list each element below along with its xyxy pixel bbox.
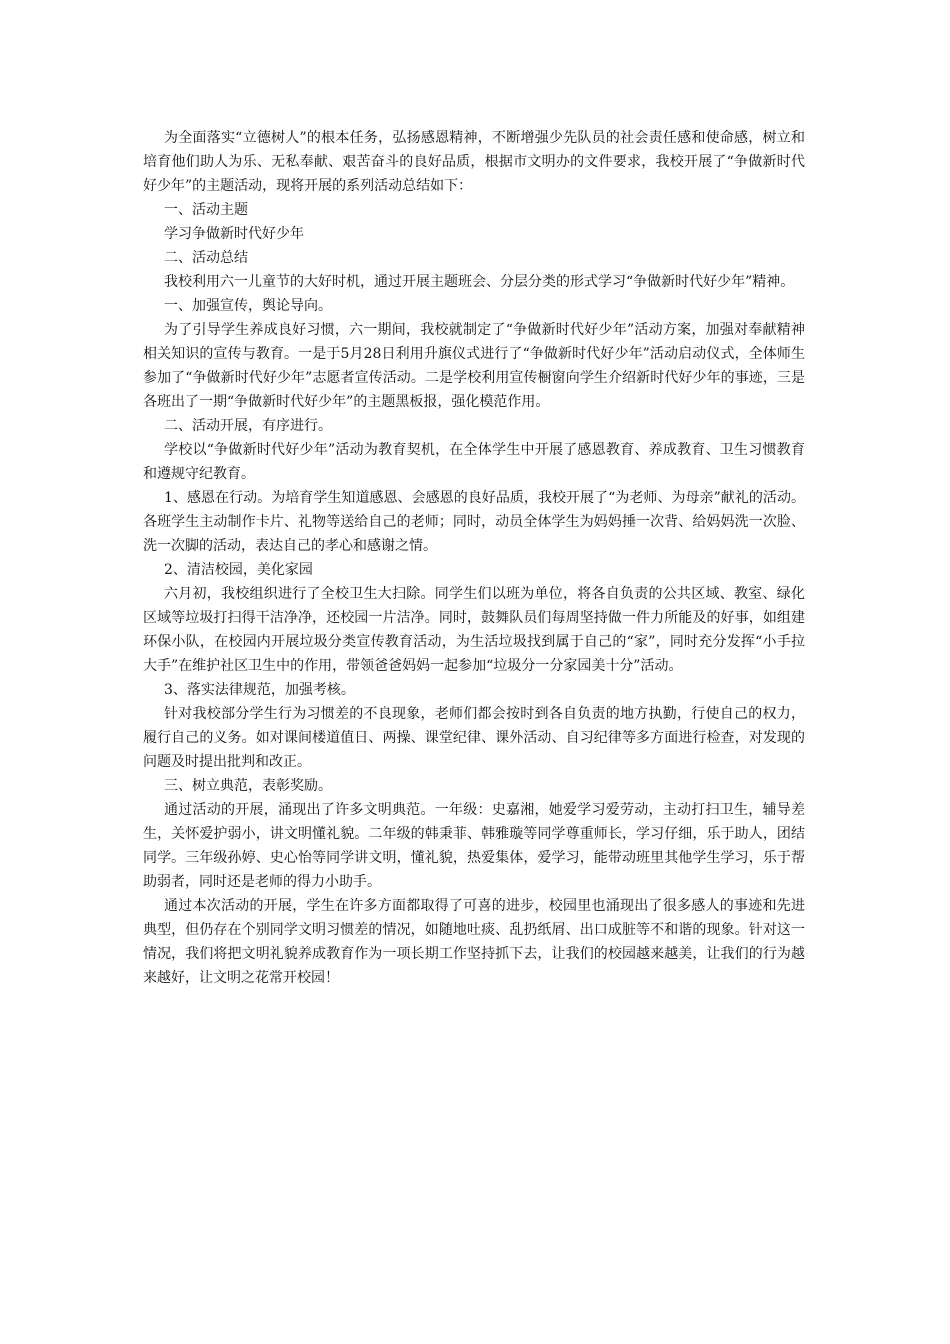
paragraph: 六月初，我校组织进行了全校卫生大扫除。同学生们以班为单位，将各自负责的公共区域、教室、绿化区域等垃圾打扫得干洁净净，还校园一片洁净。同时，鼓舞队员们每周坚持做一件力所能及的好事，如组建环保小队，在校园内开展垃圾分类宣传教育活动，为生活垃圾找到属于自己的“家”，同时充分发挥“小手拉大手”在维护社区卫生中的作用，带领爸爸妈妈一起参加“垃圾分一分家园美十分”活动。 [143, 586, 805, 674]
subsection-heading: 3、落实法律规范，加强考核。 [164, 682, 355, 698]
subsection-heading: 一、加强宣传，舆论导向。 [164, 298, 332, 314]
paragraph: 针对我校部分学生行为习惯差的不良现象，老师们都会按时到各自负责的地方执勤，行使自己的权力，履行自己的义务。如对课间楼道值日、两操、课堂纪律、课外活动、自习纪律等多方面进行检查，对发现的问题及时提出批判和改正。 [143, 706, 805, 770]
conclusion-paragraph: 通过本次活动的开展，学生在许多方面都取得了可喜的进步，校园里也涌现出了很多感人的事迹和先进典型，但仍存在个别同学文明习惯差的情况，如随地吐痰、乱扔纸屑、出口成脏等不和谐的现象。针对这一情况，我们将把文明礼貌养成教育作为一项长期工作坚持抓下去，让我们的校园越来越美，让我们的行为越来越好，让文明之花常开校园！ [143, 898, 805, 986]
paragraph: 我校利用六一儿童节的大好时机，通过开展主题班会、分层分类的形式学习“争做新时代好少年”精神。 [164, 274, 795, 290]
subsection-heading: 2、清洁校园，美化家园 [164, 562, 313, 578]
paragraph: 学校以“争做新时代好少年”活动为教育契机，在全体学生中开展了感恩教育、养成教育、卫生习惯教育和遵规守纪教育。 [143, 442, 805, 482]
subsection-heading: 三、树立典范，表彰奖励。 [164, 778, 332, 794]
section-heading: 一、活动主题 [164, 202, 248, 218]
section-heading: 二、活动总结 [164, 250, 248, 266]
paragraph: 1、感恩在行动。为培育学生知道感恩、会感恩的良好品质，我校开展了“为老师、为母亲”献礼的活动。各班学生主动制作卡片、礼物等送给自己的老师；同时，动员全体学生为妈妈捶一次背、给妈妈洗一次脸、洗一次脚的活动，表达自己的孝心和感谢之情。 [143, 490, 805, 554]
paragraph: 为了引导学生养成良好习惯，六一期间，我校就制定了“争做新时代好少年”活动方案，加强对奉献精神相关知识的宣传与教育。一是于5月28日利用升旗仪式进行了“争做新时代好少年”活动启动仪式，全体师生参加了“争做新时代好少年”志愿者宣传活动。二是学校利用宣传橱窗向学生介绍新时代好少年的事迹，三是各班出了一期“争做新时代好少年”的主题黑板报，强化模范作用。 [143, 322, 805, 410]
document-body [143, 126, 805, 990]
intro-paragraph: 为全面落实“立德树人”的根本任务，弘扬感恩精神，不断增强少先队员的社会责任感和使命感，树立和培育他们助人为乐、无私奉献、艰苦奋斗的良好品质，根据市文明办的文件要求，我校开展了“争做新时代好少年”的主题活动，现将开展的系列活动总结如下： [143, 130, 805, 194]
paragraph: 通过活动的开展，涌现出了许多文明典范。一年级：史嘉湘，她爱学习爱劳动，主动打扫卫生，辅导差生，关怀爱护弱小，讲文明懂礼貌。二年级的韩秉菲、韩雅璇等同学尊重师长，学习仔细，乐于助人，团结同学。三年级孙婷、史心怡等同学讲文明，懂礼貌，热爱集体，爱学习，能带动班里其他学生学习，乐于帮助弱者，同时还是老师的得力小助手。 [143, 802, 805, 890]
subsection-heading: 二、活动开展，有序进行。 [164, 418, 332, 434]
paragraph: 学习争做新时代好少年 [164, 226, 304, 242]
